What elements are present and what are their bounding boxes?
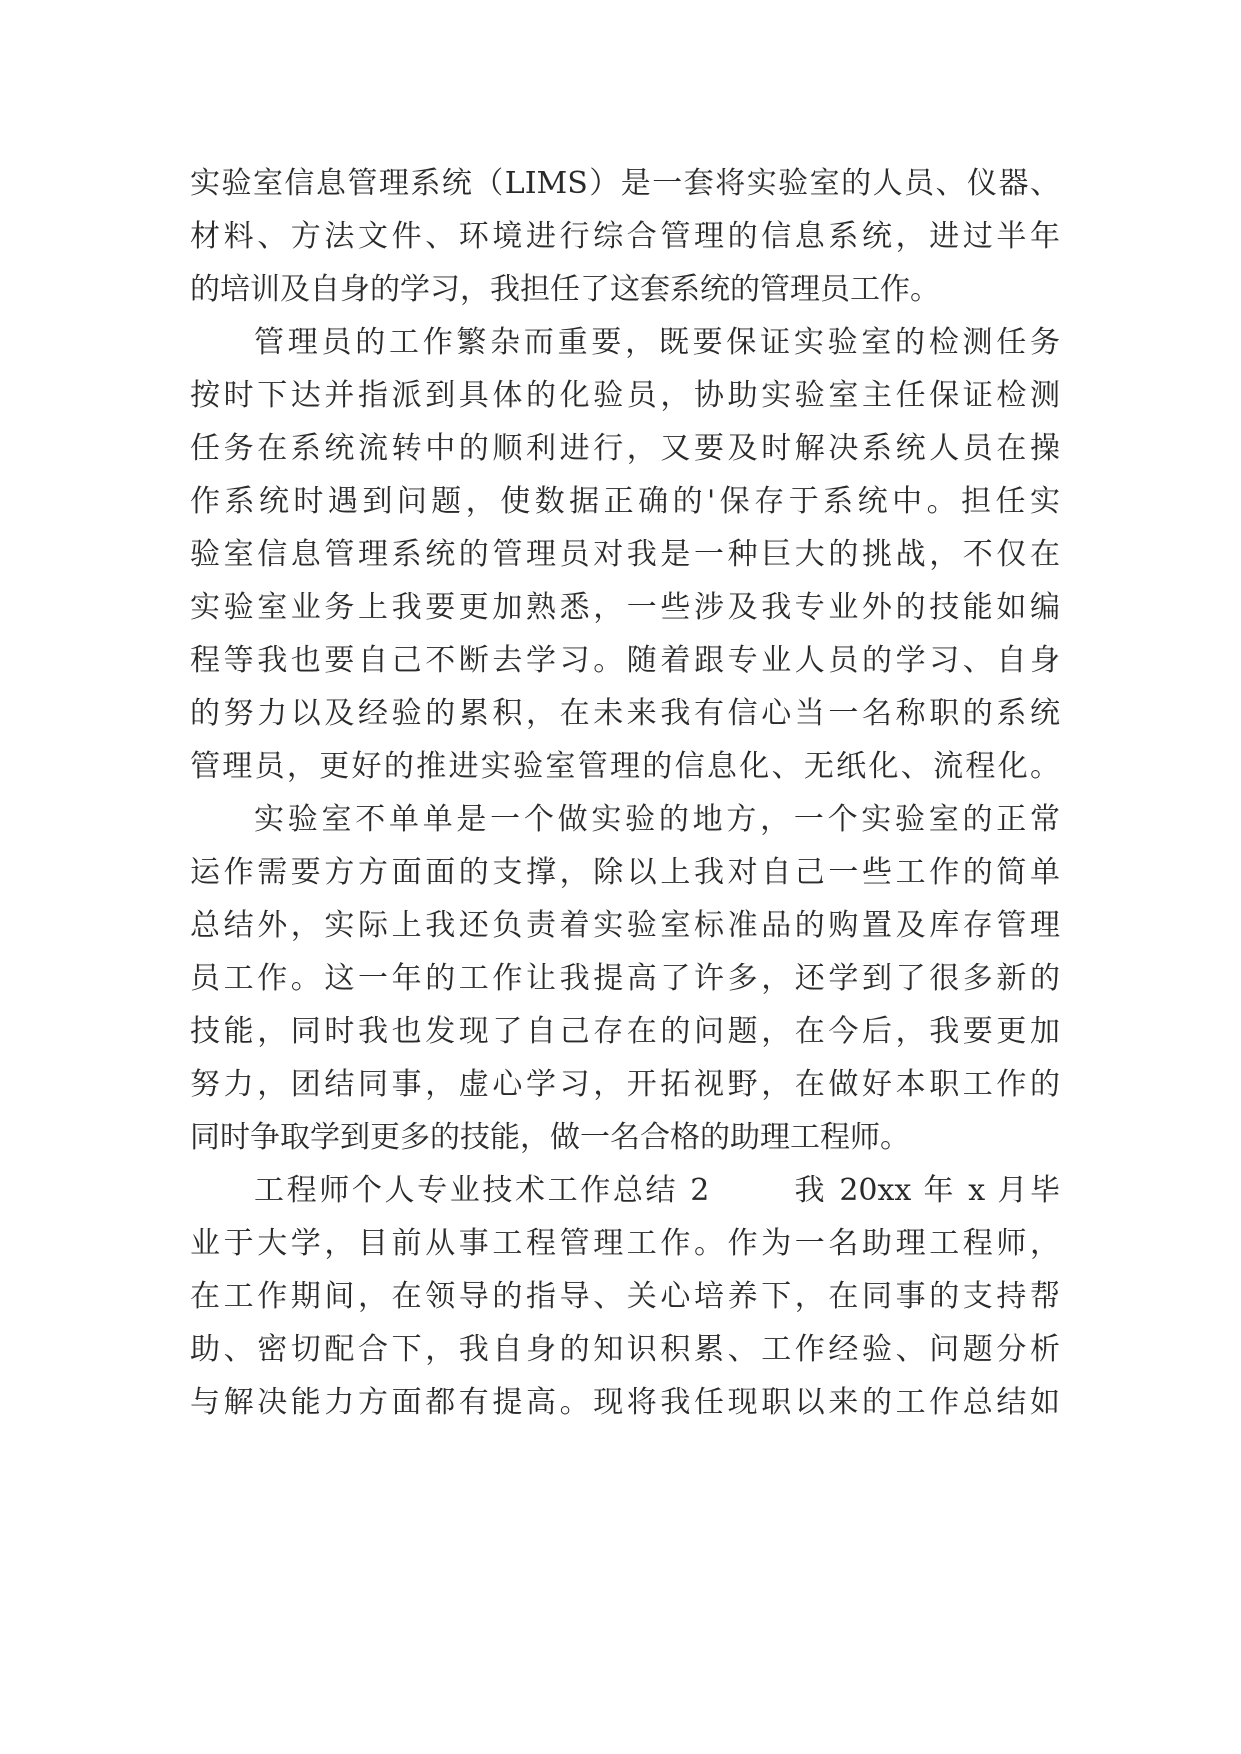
text-line: 程等我也要自己不断去学习。随着跟专业人员的学习、自身	[190, 643, 1060, 678]
text-line: 努力，团结同事，虚心学习，开拓视野，在做好本职工作的	[190, 1067, 1060, 1102]
text-line: 材料、方法文件、环境进行综合管理的信息系统，进过半年	[190, 219, 1060, 254]
text-line: 作系统时遇到问题，使数据正确的'保存于系统中。担任实	[190, 484, 1060, 519]
text-line: 在工作期间，在领导的指导、关心培养下，在同事的支持帮	[190, 1279, 1060, 1314]
paragraph-start-line: 实验室不单单是一个做实验的地方，一个实验室的正常	[254, 802, 1060, 837]
text-line: 技能，同时我也发现了自己存在的问题，在今后，我要更加	[190, 1014, 1060, 1049]
text-line: 运作需要方方面面的支撑，除以上我对自己一些工作的简单	[190, 855, 1060, 890]
text-line: 助、密切配合下，我自身的知识积累、工作经验、问题分析	[190, 1332, 1060, 1367]
text-line: 业于大学，目前从事工程管理工作。作为一名助理工程师，	[190, 1226, 1060, 1261]
section-heading-line: 工程师个人专业技术工作总结 2 我 20xx 年 x 月毕	[254, 1173, 1060, 1208]
text-line: 同时争取学到更多的技能，做一名合格的助理工程师。	[190, 1120, 910, 1155]
text-line: 实验室业务上我要更加熟悉，一些涉及我专业外的技能如编	[190, 590, 1060, 625]
text-line: 任务在系统流转中的顺利进行，又要及时解决系统人员在操	[190, 431, 1060, 466]
text-line: 管理员，更好的推进实验室管理的信息化、无纸化、流程化。	[190, 749, 1060, 784]
text-line: 按时下达并指派到具体的化验员，协助实验室主任保证检测	[190, 378, 1060, 413]
text-line: 的培训及自身的学习，我担任了这套系统的管理员工作。	[190, 272, 940, 307]
text-line: 与解决能力方面都有提高。现将我任现职以来的工作总结如	[190, 1385, 1060, 1420]
text-line: 实验室信息管理系统（LIMS）是一套将实验室的人员、仪器、	[190, 166, 1060, 201]
text-line: 验室信息管理系统的管理员对我是一种巨大的挑战，不仅在	[190, 537, 1060, 572]
text-line: 员工作。这一年的工作让我提高了许多，还学到了很多新的	[190, 961, 1060, 996]
text-line: 总结外，实际上我还负责着实验室标准品的购置及库存管理	[190, 908, 1060, 943]
text-line: 的努力以及经验的累积，在未来我有信心当一名称职的系统	[190, 696, 1060, 731]
paragraph-start-line: 管理员的工作繁杂而重要，既要保证实验室的检测任务	[254, 325, 1060, 360]
